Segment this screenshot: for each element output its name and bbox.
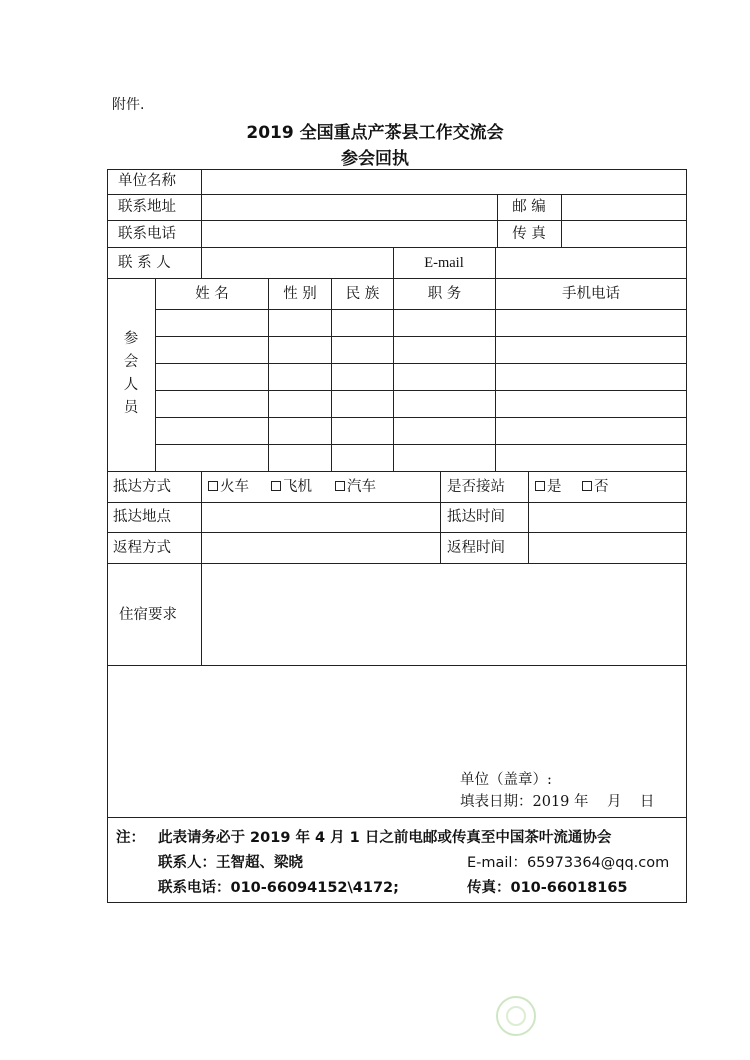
accommodation-field[interactable] [203, 565, 685, 664]
col-mobile-header: 手机电话 [562, 286, 620, 302]
notes-contacts: 联系人：王智超、梁晓 [158, 855, 303, 871]
notes-prefix: 注： [116, 830, 145, 846]
email-label: E-mail [424, 255, 464, 271]
notes-tel: 联系电话：010-66094152\4172; [158, 880, 399, 896]
train-option[interactable]: 火车 [208, 478, 249, 496]
notes-fax: 传真：010-66018165 [467, 880, 628, 896]
fax-label: 传 真 [512, 226, 546, 242]
watermark-logo-icon [496, 996, 536, 1036]
address-field[interactable] [203, 196, 495, 219]
unit-name-field[interactable] [203, 170, 685, 193]
pickup-no-option[interactable]: 否 [582, 478, 609, 496]
col-ethnicity-header: 民 族 [345, 286, 380, 302]
pickup-label: 是否接站 [447, 479, 505, 495]
attachment-label: 附件. [112, 97, 145, 113]
return-time-label: 返程时间 [447, 540, 505, 556]
fax-field[interactable] [563, 222, 685, 246]
col-name-header: 姓 名 [195, 286, 229, 302]
col-position-header: 职 务 [427, 286, 462, 302]
arrival-place-label: 抵达地点 [113, 509, 171, 525]
participants-label: 参 会 人 员 [123, 331, 139, 416]
unit-name-label: 单位名称 [118, 173, 176, 189]
return-time-field[interactable] [530, 534, 685, 562]
plane-option[interactable]: 飞机 [271, 478, 312, 496]
notes-deadline: 此表请务必于 2019 年 4 月 1 日之前电邮或传真至中国茶叶流通协会 [158, 830, 612, 846]
yes-checkbox[interactable] [535, 481, 545, 491]
pickup-yes-option[interactable]: 是 [535, 478, 562, 496]
notes-email: E-mail：65973364@qq.com [467, 855, 670, 871]
address-label: 联系地址 [118, 199, 176, 215]
car-checkbox[interactable] [335, 481, 345, 491]
stamp-label: 单位（盖章）: [460, 772, 552, 788]
postcode-field[interactable] [563, 196, 685, 219]
page-subtitle: 参会回执 [341, 149, 409, 169]
phone-label: 联系电话 [118, 226, 176, 242]
fill-date-label: 填表日期：2019 年 月 日 [460, 794, 655, 810]
car-option[interactable]: 汽车 [335, 478, 376, 496]
page-title: 2019 全国重点产茶县工作交流会 [246, 123, 504, 143]
return-method-field[interactable] [203, 534, 439, 562]
postcode-label: 邮 编 [512, 199, 546, 215]
arrival-time-label: 抵达时间 [447, 509, 505, 525]
accommodation-label: 住宿要求 [119, 607, 177, 623]
col-gender-header: 性 别 [283, 286, 317, 302]
no-checkbox[interactable] [582, 481, 592, 491]
phone-field[interactable] [203, 222, 495, 246]
arrival-method-label: 抵达方式 [113, 479, 171, 495]
return-method-label: 返程方式 [113, 540, 171, 556]
email-field[interactable] [497, 249, 685, 277]
train-checkbox[interactable] [208, 481, 218, 491]
arrival-place-field[interactable] [203, 504, 439, 531]
contact-person-field[interactable] [203, 249, 391, 277]
arrival-time-field[interactable] [530, 504, 685, 531]
plane-checkbox[interactable] [271, 481, 281, 491]
contact-person-label: 联 系 人 [118, 255, 171, 271]
